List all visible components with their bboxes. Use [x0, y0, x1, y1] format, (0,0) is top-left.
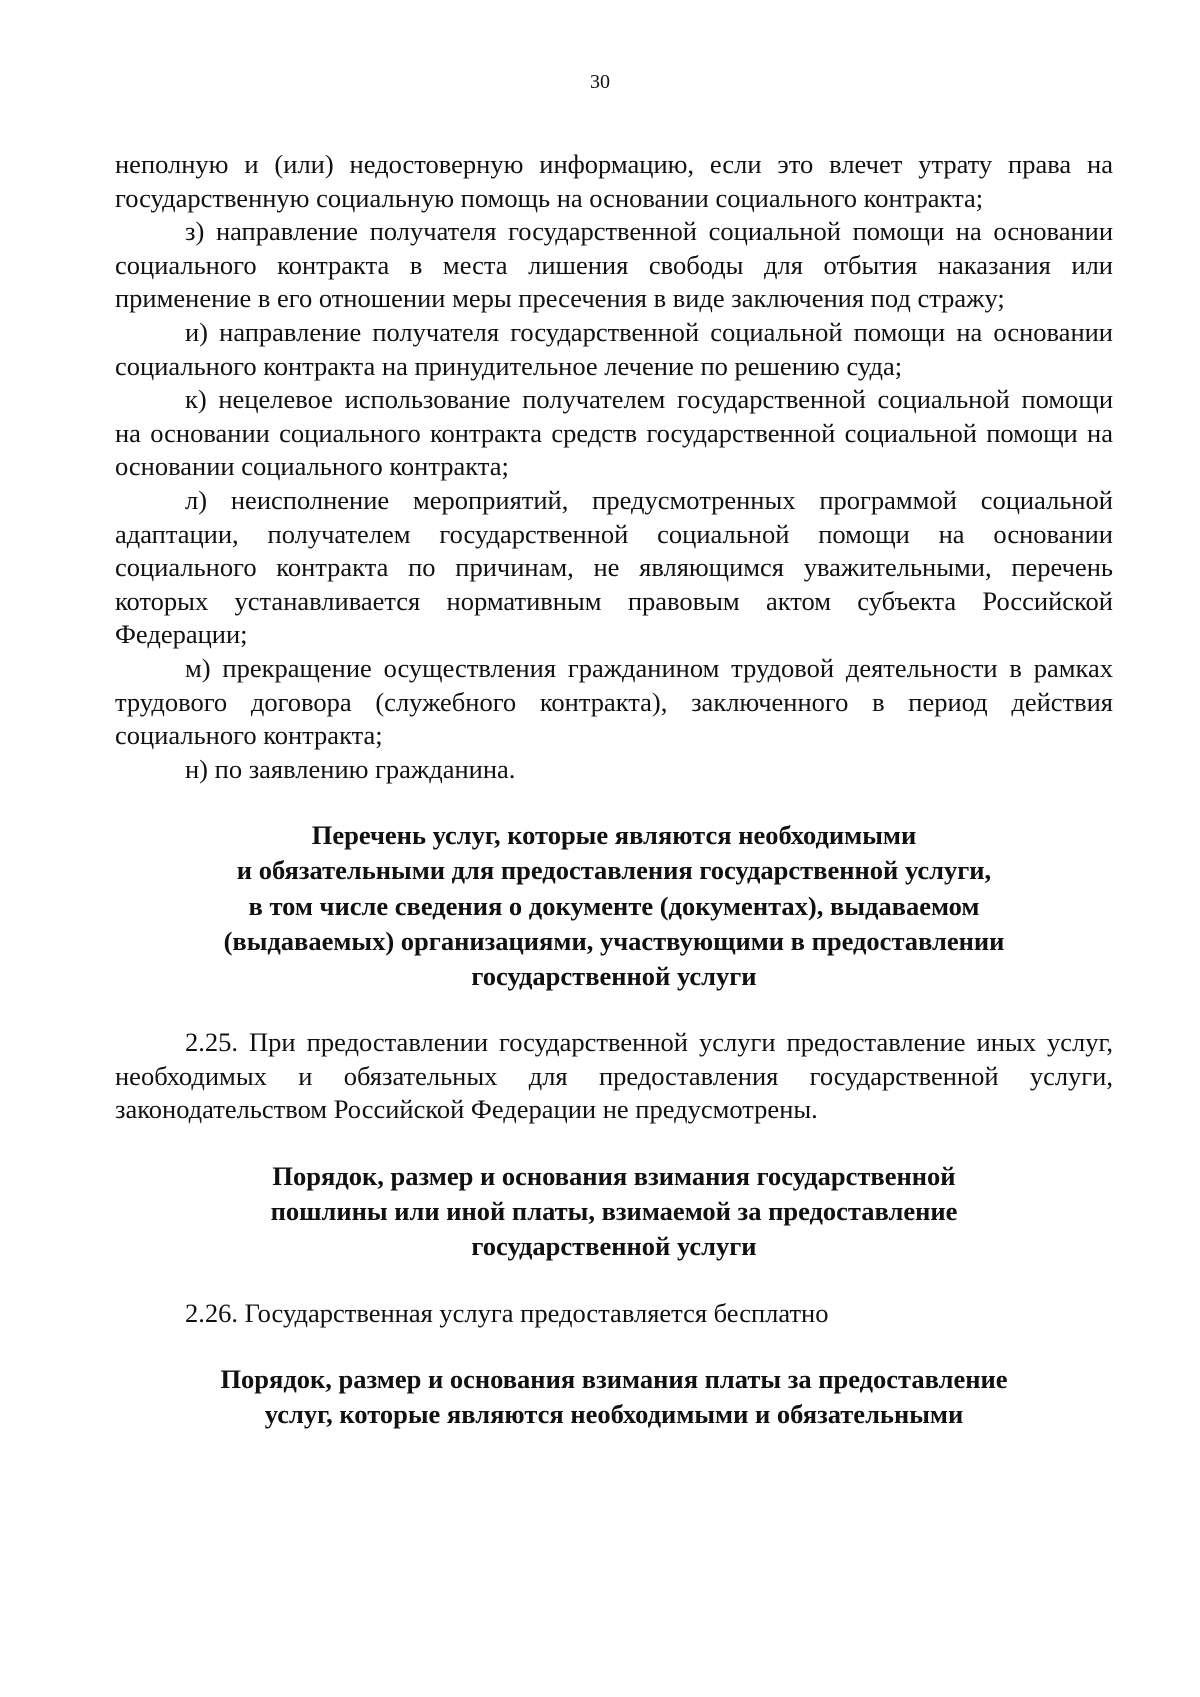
heading-line: (выдаваемых) организациями, участвующими в предоставлении	[223, 925, 1005, 956]
paragraph-continuation: неполную и (или) недостоверную информацию, если это влечет утрату права на государственную социальную помощь на основании социального контракта;	[115, 149, 1113, 213]
paragraph-2-26: 2.26. Государственная услуга предоставляется бесплатно	[185, 1297, 829, 1328]
heading-line: Порядок, размер и основания взимания государственной	[272, 1161, 956, 1192]
page-number: 30	[590, 71, 610, 93]
heading-line: услуг, которые являются необходимыми и обязательными	[264, 1399, 964, 1430]
paragraph-item-l: л) неисполнение мероприятий, предусмотренных программой социальной адаптации, получателем государственной социальной помощи на основании социального контракта по причинам, не являющимся уважительными, перечень которых устанавливается нормативным правовым актом субъекта Российской Федерации;	[115, 484, 1113, 650]
paragraph-item-k: к) нецелевое использование получателем государственной социальной помощи на основании социального контракта средств государственной социальной помощи на основании социального контракта;	[115, 384, 1113, 482]
heading-line: в том числе сведения о документе (документах), выдаваемом	[248, 890, 980, 921]
heading-line: Перечень услуг, которые являются необходимыми	[311, 820, 917, 851]
paragraph-2-25: 2.25. При предоставлении государственной услуги предоставление иных услуг, необходимых и обязательных для предоставления государственной услуги, законодательством Российской Федерации не предусмотрены.	[115, 1027, 1113, 1125]
heading-line: Порядок, размер и основания взимания платы за предоставление	[220, 1364, 1008, 1395]
section-heading-required-services	[115, 818, 1113, 994]
heading-line: пошлины или иной платы, взимаемой за предоставление	[270, 1196, 958, 1227]
section-heading-fee-for-services	[115, 1362, 1113, 1432]
heading-line: государственной услуги	[471, 1231, 757, 1262]
heading-line: и обязательными для предоставления государственной услуги,	[236, 855, 992, 886]
paragraph-item-i: и) направление получателя государственной социальной помощи на основании социального контракта на принудительное лечение по решению суда;	[115, 316, 1113, 381]
section-heading-state-fee	[115, 1159, 1113, 1265]
paragraph-item-z: з) направление получателя государственной социальной помощи на основании социального контракта в места лишения свободы для отбытия наказания или применение в его отношении меры пресечения в виде заключения под стражу;	[115, 216, 1113, 314]
document-body	[115, 148, 1113, 1433]
paragraph-item-m: м) прекращение осуществления гражданином трудовой деятельности в рамках трудового договора (служебного контракта), заключенного в период действия социального контракта;	[115, 652, 1113, 751]
heading-line: государственной услуги	[471, 961, 757, 992]
paragraph-item-n: н) по заявлению гражданина.	[185, 753, 516, 784]
